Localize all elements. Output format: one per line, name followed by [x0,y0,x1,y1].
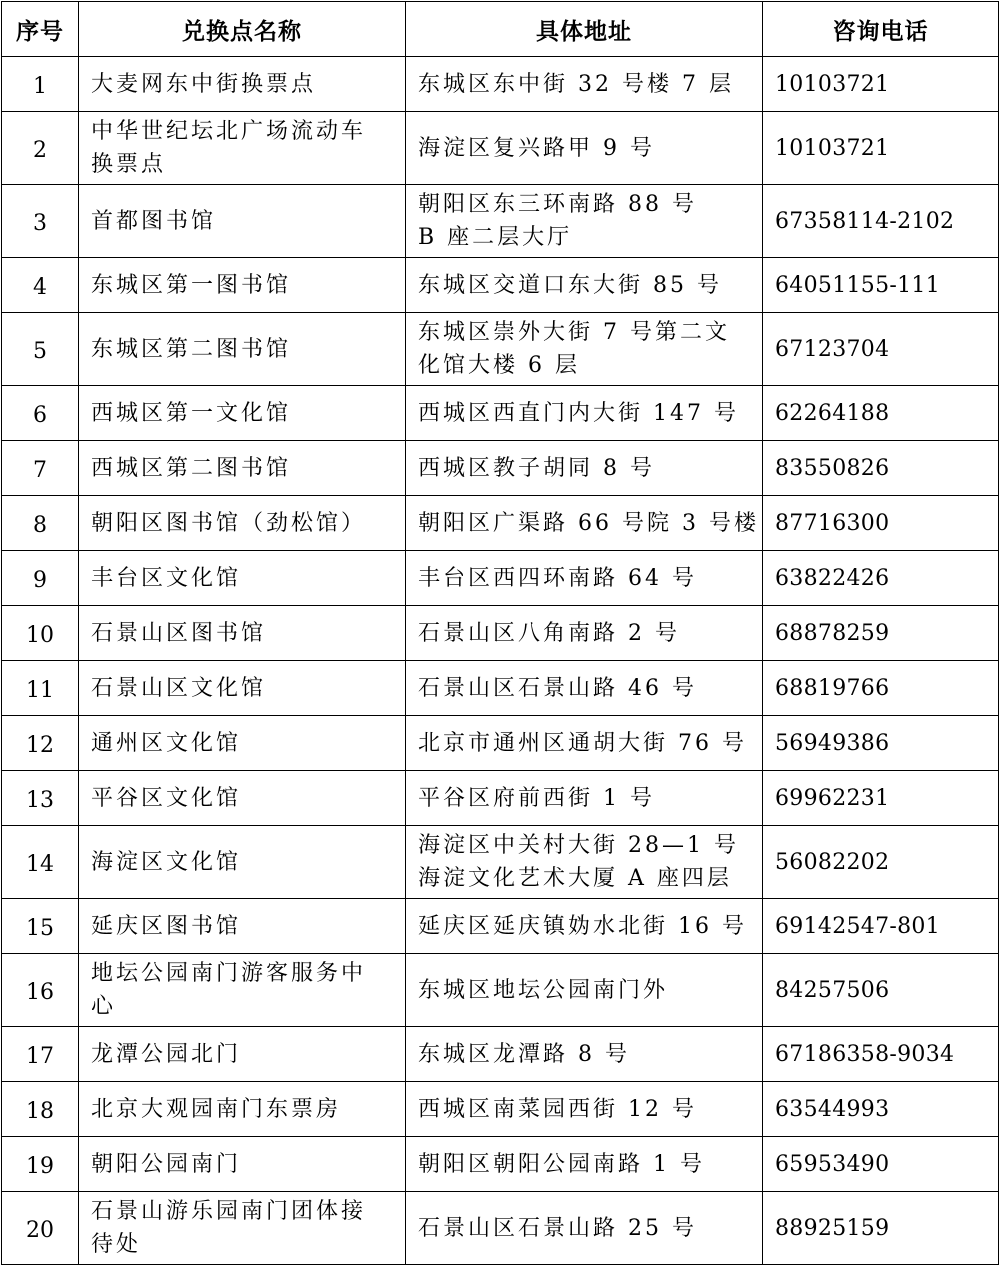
row-phone: 56082202 [763,826,999,899]
table-row [2,771,999,826]
row-phone: 67358114-2102 [763,185,999,258]
point-name-text: 东城区第一图书馆 [91,272,292,298]
point-name-text: 通州区文化馆 [91,730,242,756]
row-phone: 67186358-9034 [763,1027,999,1082]
address-text: 北京市通州区通胡大街 76 号 [418,730,747,756]
address-text: 东城区崇外大街 7 号第二文 化馆大楼 6 层 [418,320,730,378]
row-address [406,551,763,606]
address-text: 朝阳区东三环南路 88 号 B 座二层大厅 [418,192,697,250]
row-phone: 87716300 [763,496,999,551]
row-phone: 67123704 [763,313,999,386]
header-phone: 咨询电话 [763,2,999,57]
row-serial-number: 13 [2,771,79,826]
table-body [2,57,999,1265]
row-address [406,258,763,313]
point-name-text: 石景山区文化馆 [91,675,267,701]
table-row [2,112,999,185]
row-address [406,313,763,386]
row-serial-number: 7 [2,441,79,496]
row-point-name [79,716,406,771]
row-address [406,826,763,899]
table-header-row [2,2,999,57]
row-point-name [79,1137,406,1192]
row-point-name [79,551,406,606]
address-text: 西城区西直门内大街 147 号 [418,400,739,426]
row-point-name [79,606,406,661]
row-serial-number: 20 [2,1192,79,1265]
row-point-name [79,1192,406,1265]
row-point-name [79,899,406,954]
row-phone: 69962231 [763,771,999,826]
row-serial-number: 8 [2,496,79,551]
address-text: 延庆区延庆镇妫水北街 16 号 [418,913,747,939]
table-row [2,185,999,258]
table-row [2,716,999,771]
address-text: 西城区南菜园西街 12 号 [418,1096,697,1122]
row-serial-number: 9 [2,551,79,606]
table-row [2,441,999,496]
point-name-text: 龙潭公园北门 [91,1041,242,1067]
row-serial-number: 16 [2,954,79,1027]
row-phone: 56949386 [763,716,999,771]
point-name-text: 首都图书馆 [91,208,217,234]
point-name-text: 北京大观园南门东票房 [91,1096,342,1122]
row-phone: 83550826 [763,441,999,496]
row-phone: 68878259 [763,606,999,661]
row-phone: 10103721 [763,57,999,112]
table-row [2,954,999,1027]
table-row [2,258,999,313]
row-point-name [79,826,406,899]
row-serial-number: 6 [2,386,79,441]
address-text: 海淀区复兴路甲 9 号 [418,135,655,161]
row-serial-number: 3 [2,185,79,258]
table-row [2,551,999,606]
address-text: 朝阳区朝阳公园南路 1 号 [418,1151,705,1177]
header-point-name: 兑换点名称 [79,2,406,57]
row-serial-number: 10 [2,606,79,661]
row-address [406,1027,763,1082]
row-phone: 63544993 [763,1082,999,1137]
address-text: 石景山区八角南路 2 号 [418,620,680,646]
row-serial-number: 12 [2,716,79,771]
row-point-name [79,496,406,551]
address-text: 东城区交道口东大街 85 号 [418,272,722,298]
row-point-name [79,1027,406,1082]
table-row [2,606,999,661]
address-text: 东城区地坛公园南门外 [418,977,669,1003]
header-serial-number: 序号 [2,2,79,57]
table-row [2,496,999,551]
row-serial-number: 18 [2,1082,79,1137]
row-phone: 65953490 [763,1137,999,1192]
row-point-name [79,771,406,826]
row-point-name [79,661,406,716]
table-row [2,826,999,899]
row-point-name [79,954,406,1027]
point-name-text: 大麦网东中街换票点 [91,71,317,97]
address-text: 石景山区石景山路 46 号 [418,675,697,701]
row-serial-number: 14 [2,826,79,899]
point-name-text: 西城区第一文化馆 [91,400,292,426]
address-text: 东城区龙潭路 8 号 [418,1041,630,1067]
point-name-text: 石景山区图书馆 [91,620,267,646]
row-address [406,899,763,954]
row-address [406,1137,763,1192]
table-row [2,57,999,112]
row-point-name [79,386,406,441]
point-name-text: 石景山游乐园南门团体接 待处 [91,1199,367,1257]
row-phone: 84257506 [763,954,999,1027]
table-row [2,1082,999,1137]
point-name-text: 延庆区图书馆 [91,913,242,939]
row-serial-number: 19 [2,1137,79,1192]
table-row [2,386,999,441]
table-row [2,1137,999,1192]
table-row [2,1192,999,1265]
row-phone: 62264188 [763,386,999,441]
point-name-text: 丰台区文化馆 [91,565,242,591]
row-phone: 63822426 [763,551,999,606]
row-phone: 10103721 [763,112,999,185]
row-phone: 68819766 [763,661,999,716]
row-address [406,496,763,551]
row-phone: 88925159 [763,1192,999,1265]
row-address [406,185,763,258]
row-point-name [79,185,406,258]
point-name-text: 朝阳公园南门 [91,1151,242,1177]
table-row [2,899,999,954]
row-address [406,1192,763,1265]
row-address [406,716,763,771]
row-phone: 64051155-111 [763,258,999,313]
row-point-name [79,441,406,496]
point-name-text: 平谷区文化馆 [91,785,242,811]
row-address [406,386,763,441]
row-phone: 69142547-801 [763,899,999,954]
row-serial-number: 4 [2,258,79,313]
row-serial-number: 1 [2,57,79,112]
point-name-text: 朝阳区图书馆（劲松馆） [91,510,367,536]
address-text: 平谷区府前西街 1 号 [418,785,655,811]
row-serial-number: 2 [2,112,79,185]
table-row [2,313,999,386]
address-text: 东城区东中街 32 号楼 7 层 [418,71,734,97]
exchange-points-table [1,1,999,1265]
row-serial-number: 17 [2,1027,79,1082]
point-name-text: 地坛公园南门游客服务中 心 [91,961,367,1019]
table-row [2,1027,999,1082]
row-address [406,661,763,716]
row-point-name [79,112,406,185]
address-text: 朝阳区广渠路 66 号院 3 号楼 [418,510,759,536]
row-serial-number: 5 [2,313,79,386]
point-name-text: 西城区第二图书馆 [91,455,292,481]
header-address: 具体地址 [406,2,763,57]
row-serial-number: 11 [2,661,79,716]
point-name-text: 中华世纪坛北广场流动车 换票点 [91,119,367,177]
row-point-name [79,258,406,313]
address-text: 西城区教子胡同 8 号 [418,455,655,481]
table-row [2,661,999,716]
address-text: 石景山区石景山路 25 号 [418,1215,697,1241]
row-address [406,112,763,185]
row-address [406,57,763,112]
row-address [406,441,763,496]
row-address [406,954,763,1027]
row-address [406,606,763,661]
row-serial-number: 15 [2,899,79,954]
row-address [406,1082,763,1137]
point-name-text: 海淀区文化馆 [91,849,242,875]
row-point-name [79,57,406,112]
row-point-name [79,313,406,386]
address-text: 丰台区西四环南路 64 号 [418,565,697,591]
row-address [406,771,763,826]
row-point-name [79,1082,406,1137]
point-name-text: 东城区第二图书馆 [91,336,292,362]
address-text: 海淀区中关村大街 28—1 号 海淀文化艺术大厦 A 座四层 [418,833,739,891]
